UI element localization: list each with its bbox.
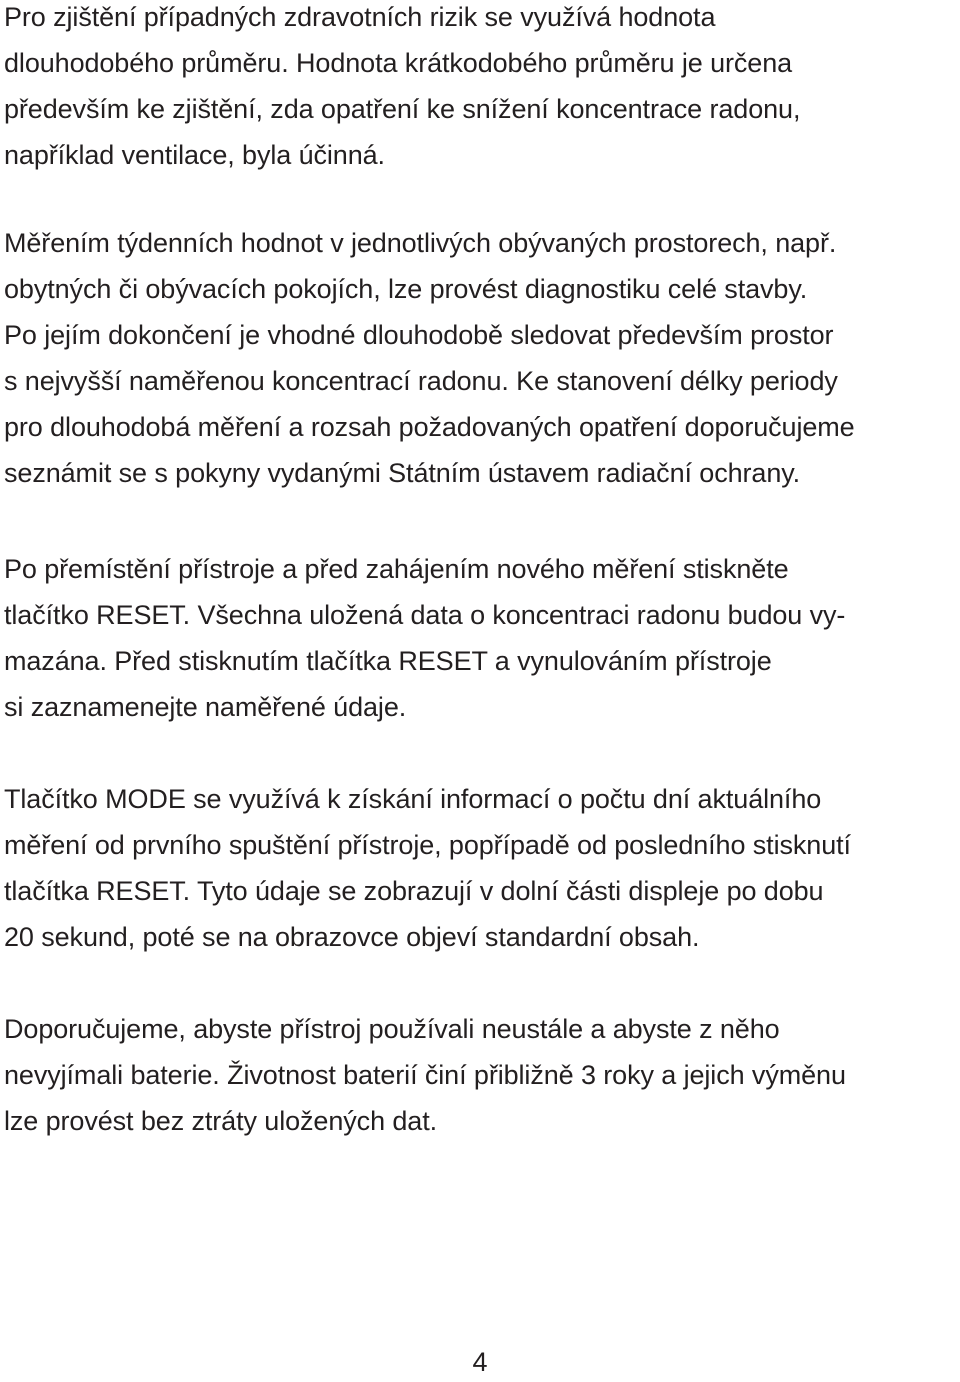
text-line: pro dlouhodobá měření a rozsah požadovaných opatření doporučujeme <box>4 412 855 442</box>
paragraph-battery <box>4 1006 960 1144</box>
text-line: Měřením týdenních hodnot v jednotlivých obývaných prostorech, např. <box>4 228 837 258</box>
text-line: s nejvyšší naměřenou koncentrací radonu. Ke stanovení délky periody <box>4 366 838 396</box>
text-line: například ventilace, byla účinná. <box>4 140 385 170</box>
paragraph-health-risks <box>4 0 960 178</box>
text-line: Doporučujeme, abyste přístroj používali neustále a abyste z něho <box>4 1014 780 1044</box>
text-line: tlačítka RESET. Tyto údaje se zobrazují v dolní části displeje po dobu <box>4 876 824 906</box>
text-line: si zaznamenejte naměřené údaje. <box>4 692 407 722</box>
text-line: mazána. Před stisknutím tlačítka RESET a vynulováním přístroje <box>4 646 772 676</box>
text-line: Po přemístění přístroje a před zahájením nového měření stiskněte <box>4 554 789 584</box>
text-line: měření od prvního spuštění přístroje, popřípadě od posledního stisknutí <box>4 830 851 860</box>
paragraph-weekly-measurement <box>4 220 960 496</box>
text-line: Po jejím dokončení je vhodné dlouhodobě sledovat především prostor <box>4 320 834 350</box>
page-number: 4 <box>472 1347 488 1377</box>
paragraph-mode-button <box>4 776 960 960</box>
text-line: především ke zjištění, zda opatření ke snížení koncentrace radonu, <box>4 94 801 124</box>
text-line: nevyjímali baterie. Životnost baterií činí přibližně 3 roky a jejich výměnu <box>4 1060 846 1090</box>
text-line: dlouhodobého průměru. Hodnota krátkodobého průměru je určena <box>4 48 793 78</box>
text-line: obytných či obývacích pokojích, lze provést diagnostiku celé stavby. <box>4 274 808 304</box>
paragraph-reset-button <box>4 546 960 730</box>
text-line: 20 sekund, poté se na obrazovce objeví standardní obsah. <box>4 922 700 952</box>
text-line: Tlačítko MODE se využívá k získání informací o počtu dní aktuálního <box>4 784 822 814</box>
text-line: tlačítko RESET. Všechna uložená data o koncentraci radonu budou vy- <box>4 600 846 630</box>
text-line: Pro zjištění případných zdravotních rizik se využívá hodnota <box>4 2 716 32</box>
text-line: lze provést bez ztráty uložených dat. <box>4 1106 438 1136</box>
text-line: seznámit se s pokyny vydanými Státním ústavem radiační ochrany. <box>4 458 801 488</box>
